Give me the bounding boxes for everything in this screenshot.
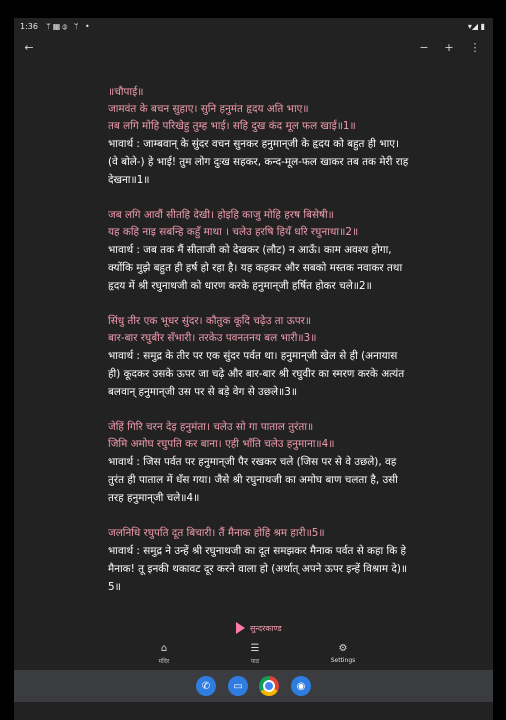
app-bar <box>14 36 493 58</box>
more-options-icon[interactable]: ⋮ <box>469 40 481 54</box>
verse-meaning: भावार्थ : समुद्र ने उन्हें श्री रघुनाथजी का दूत समझकर मैनाक पर्वत से कहा कि हे मैनाक! तू इनकी थकावट दूर करने वाला हो (अर्थात्‌ अपने ऊपर इन्हें विश्राम दे)॥5॥ <box>108 545 408 593</box>
nav-label-text: पाठ <box>250 658 260 665</box>
gear-icon: ⚙ <box>338 643 348 654</box>
taskbar <box>14 670 493 702</box>
app-screen <box>14 18 493 720</box>
verse-block <box>108 84 412 189</box>
verse-line: जामवंत के बचन सुहाए। सुनि हनुमंत हृदय अति भाए॥ <box>108 103 309 115</box>
status-signal-battery-icons: ▾◢ ▮ <box>467 22 485 31</box>
decrease-font-icon[interactable]: − <box>419 40 429 54</box>
nav-item-home[interactable] <box>124 642 204 668</box>
nav-label-home: मंदिर <box>158 658 170 665</box>
verse-meaning: भावार्थ : समुद्र के तीर पर एक सुंदर पर्वत था। हनुमान्‌जी खेल से ही (अनायास ही) कूदकर उसके ऊपर जा चढ़े और बार-बार श्री रघुवीर का स्मरण करके अत्यंत बलवान्‌ हनुमान्‌जी उस पर से बड़े वेग से उछले॥3॥ <box>108 350 405 398</box>
play-title: सुन्दरकाण्ड <box>250 623 282 633</box>
nav-item-settings[interactable] <box>303 642 383 668</box>
bottom-navigation <box>14 640 493 670</box>
verse-line: जिमि अमोघ रघुपति कर बाना। एही भाँति चलेउ हनुमाना॥4॥ <box>108 438 335 450</box>
verse-line: बार-बार रघुबीर सँभारी। तरकेउ पवनतनय बल भारी॥3॥ <box>108 332 317 344</box>
verse-block <box>108 313 412 401</box>
verse-meaning: भावार्थ : जिस पर्वत पर हनुमान्‌जी पैर रखकर चले (जिस पर से वे उछले), वह तुरंत ही पाताल में धँस गया। जैसे श्री रघुनाथजी का अमोघ बाण चलता है, उसी तरह हनुमान्‌जी चले॥4॥ <box>108 456 398 504</box>
camera-app-icon[interactable]: ◉ <box>291 676 311 696</box>
phone-app-icon[interactable]: ✆ <box>196 676 216 696</box>
home-icon: ⌂ <box>160 643 168 654</box>
status-bar <box>14 18 493 36</box>
verse-block <box>108 525 412 596</box>
nav-label-settings: Settings <box>330 657 356 664</box>
back-arrow-icon[interactable]: ← <box>24 40 34 54</box>
verse-line: ॥चौपाई॥ <box>108 86 144 98</box>
status-time: 1:36 <box>20 22 38 31</box>
verse-meaning: भावार्थ : जब तक मैं सीताजी को देखकर (लौट) न आऊँ। काम अवश्य होगा, क्योंकि मुझे बहुत ही हर्ष हो रहा है। यह कहकर और सबको मस्तक नवाकर तथा हृदय में श्री रघुनाथजी को धारण करके हनुमान्‌जी हर्षित होकर चले॥2॥ <box>108 244 403 292</box>
nav-item-text[interactable] <box>215 642 295 668</box>
chrome-app-icon[interactable] <box>259 676 279 696</box>
verse-line: जेहिं गिरि चरन देइ हनुमंता। चलेउ सो गा पाताल तुरंता॥ <box>108 421 314 433</box>
verse-line: तब लगि मोहि परिखेहु तुम्ह भाई। सहि दुख कंद मूल फल खाई॥1॥ <box>108 120 356 132</box>
list-icon: ☰ <box>250 643 260 654</box>
verse-content <box>108 84 412 614</box>
verse-block <box>108 207 412 295</box>
increase-font-icon[interactable]: + <box>444 40 454 54</box>
verse-line: जलनिधि रघुपति दूत बिचारी। तैं मैनाक होहि श्रम हारी॥5॥ <box>108 527 325 539</box>
messages-app-icon[interactable]: ▭ <box>228 676 248 696</box>
verse-line: जब लगि आवौं सीतहि देखी। होइहि काजु मोहि हरष बिसेषी॥ <box>108 209 334 221</box>
verse-block <box>108 419 412 507</box>
verse-meaning: भावार्थ : जाम्बवान् के सुंदर वचन सुनकर हनुमान्‌जी के हृदय को बहुत ही भाए। (वे बोले-) हे भाई! तुम लोग दुःख सहकर, कन्द-मूल-फल खाकर तब तक मेरी राह देखना॥1॥ <box>108 138 409 186</box>
verse-line: यह कहि नाइ सबन्हि कहुँ माथा । चलेउ हरषि हियँ धरि रघुनाथा॥2॥ <box>108 226 359 238</box>
play-sundarkand-button[interactable] <box>236 620 282 636</box>
verse-line: सिंधु तीर एक भूधर सुंदर। कौतुक कूदि चढ़ेउ ता ऊपर॥ <box>108 315 312 327</box>
status-notification-icons: ᛘ▦Ⓢ ᛘ • <box>46 22 92 31</box>
play-icon <box>236 622 245 634</box>
